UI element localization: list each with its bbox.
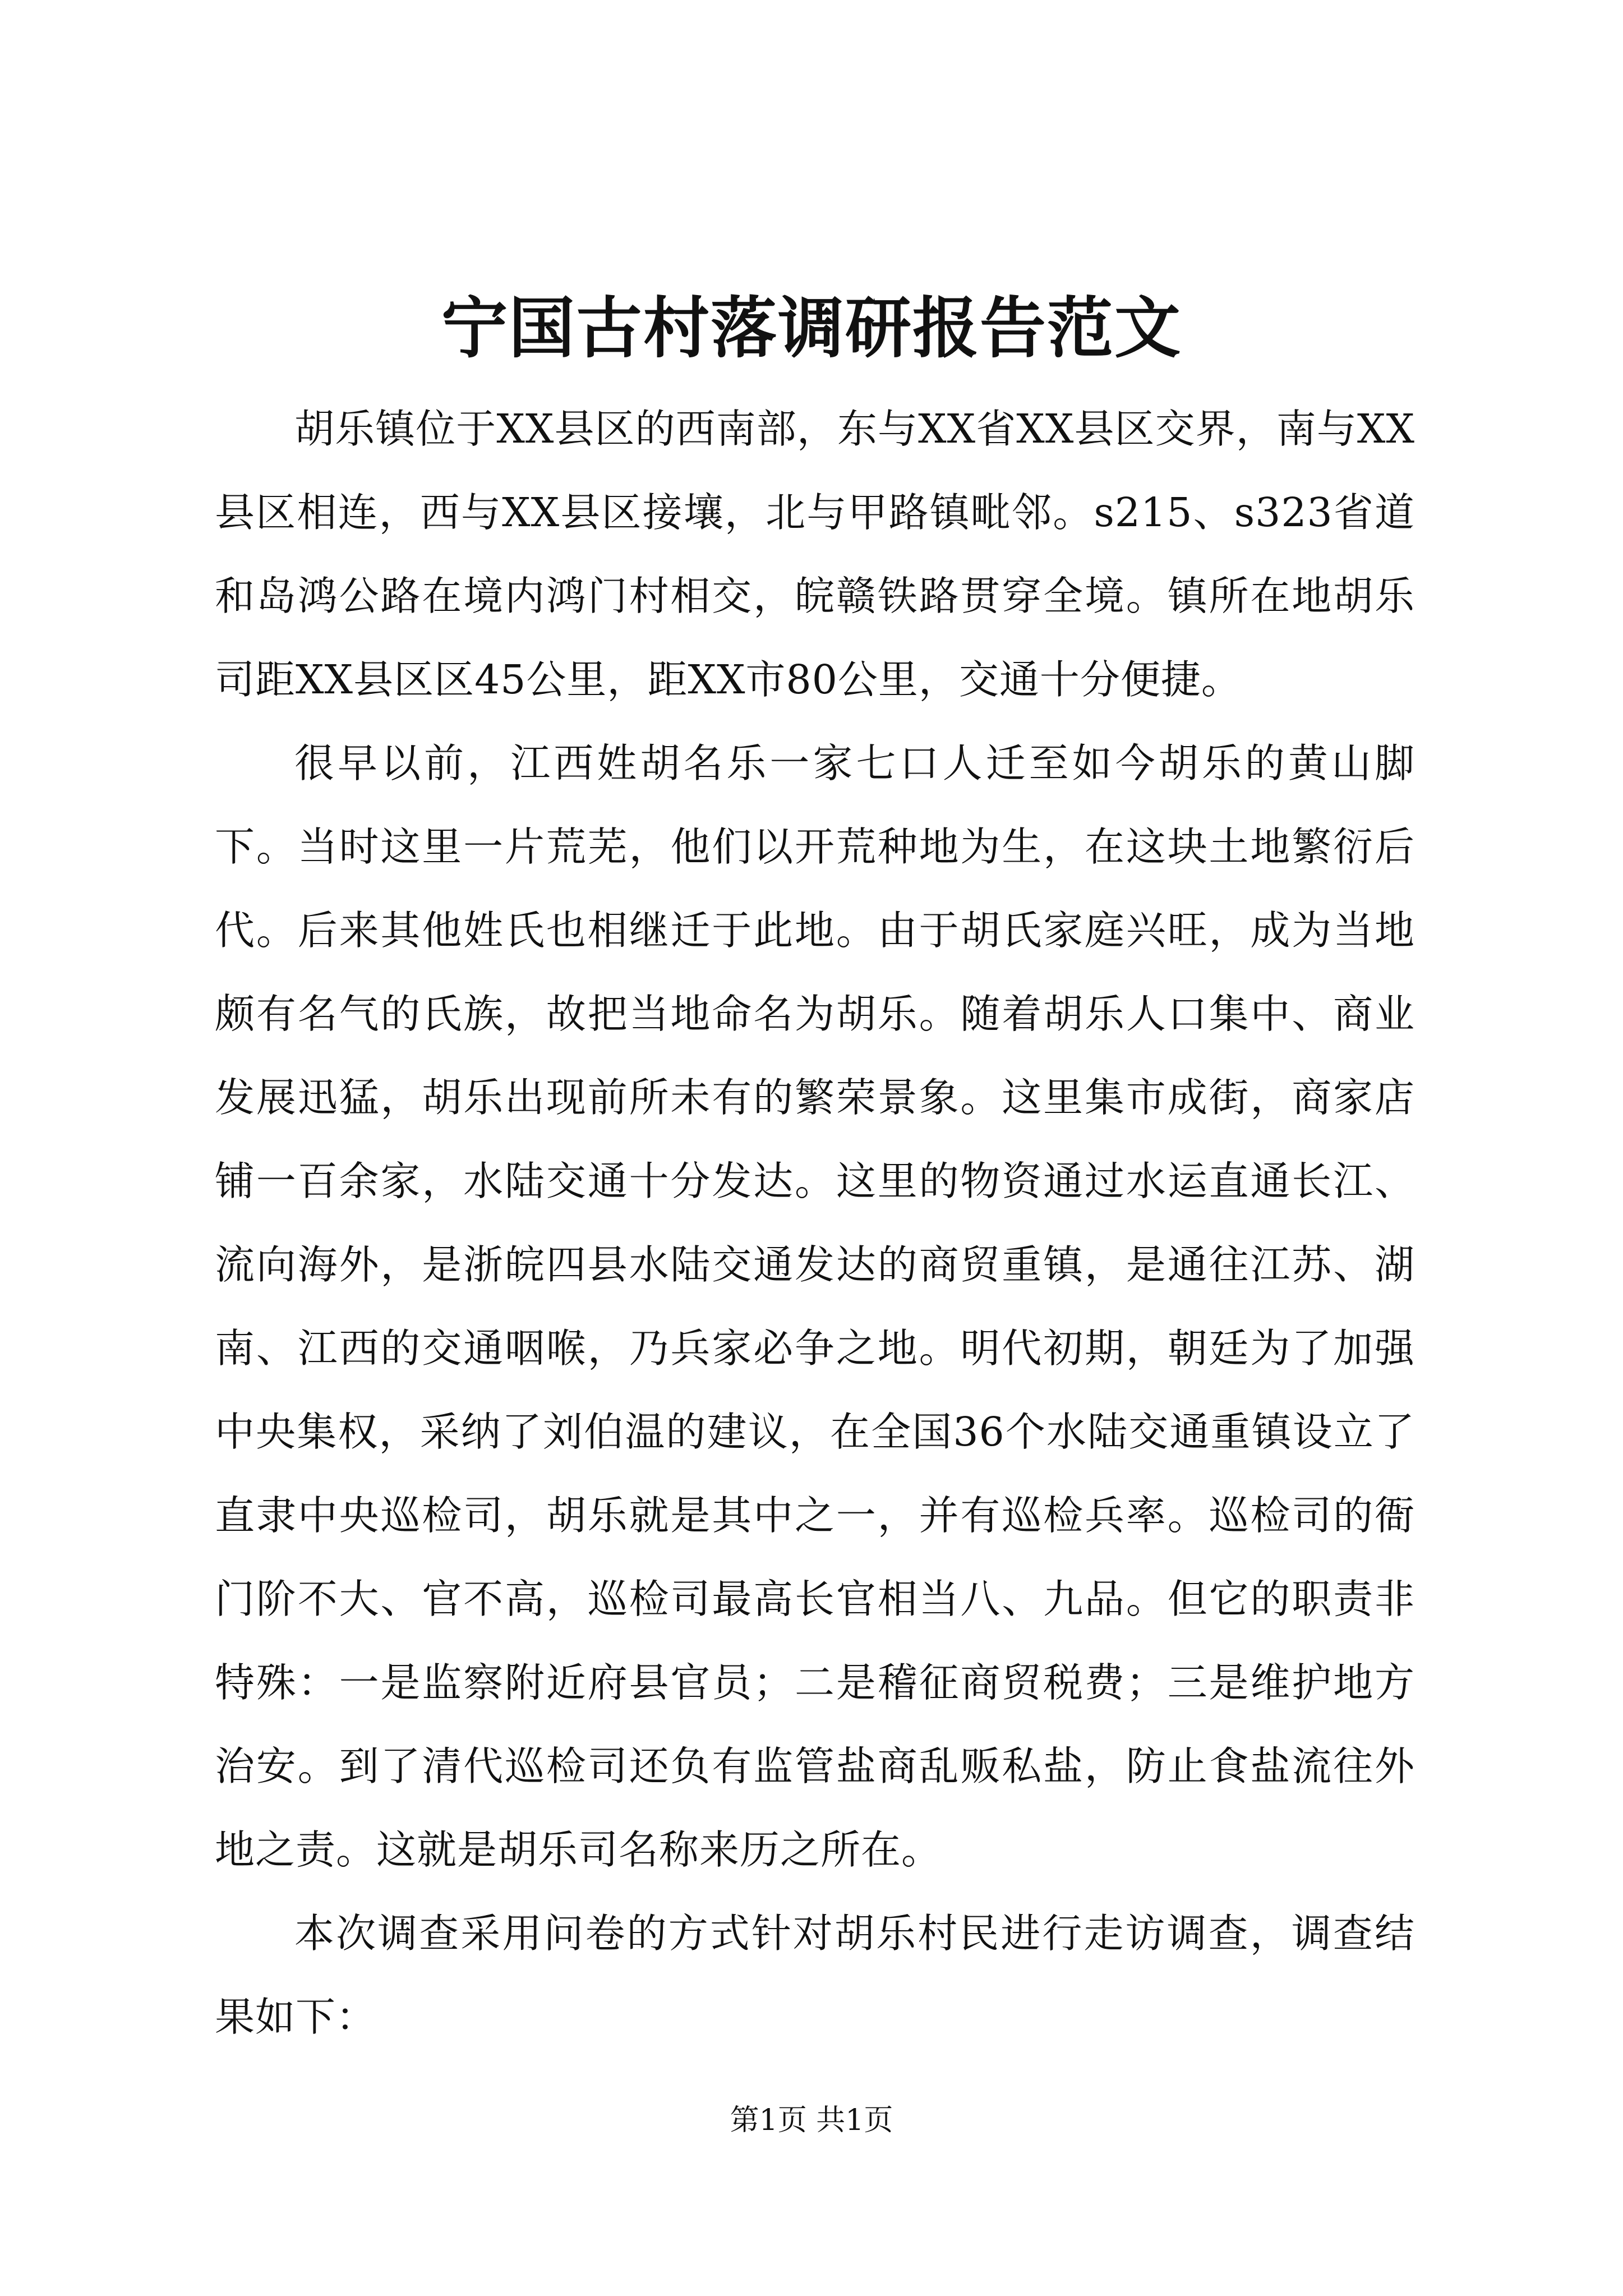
paragraph-history: 很早以前，江西姓胡名乐一家七口人迁至如今胡乐的黄山脚下。当时这里一片荒芜，他们以开荒种地为生，在这块土地繁衍后代。后来其他姓氏也相继迁于此地。由于胡氏家庭兴旺，成为当地颇有名气的氏族，故把当地命名为胡乐。随着胡乐人口集中、商业发展迅猛，胡乐出现前所未有的繁荣景象。这里集市成街，商家店铺一百余家，水陆交通十分发达。这里的物资通过水运直通长江、流向海外，是浙皖四县水陆交通发达的商贸重镇，是通往江苏、湖南、江西的交通咽喉，乃兵家必争之地。明代初期，朝廷为了加强中央集权，采纳了刘伯温的建议，在全国36个水陆交通重镇设立了直隶中央巡检司，胡乐就是其中之一，并有巡检兵率。巡检司的衙门阶不大、官不高，巡检司最高长官相当八、九品。但它的职责非特殊：一是监察附近府县官员；二是稽征商贸税费；三是维护地方治安。到了清代巡检司还负有监管盐商乱贩私盐，防止食盐流往外地之责。这就是胡乐司名称来历之所在。	[215, 740, 1415, 1873]
page-number-footer: 第1页 共1页	[730, 2104, 893, 2137]
document-body	[215, 387, 1415, 2059]
document-title: 宁国古村落调研报告范文	[441, 289, 1182, 367]
paragraph-survey: 本次调查采用问卷的方式针对胡乐村民进行走访调查，调查结果如下：	[215, 1910, 1415, 2040]
paragraph-location: 胡乐镇位于XX县区的西南部，东与XX省XX县区交界，南与XX县区相连，西与XX县区接壤，北与甲路镇毗邻。s215、s323省道和岛鸿公路在境内鸿门村相交，皖赣铁路贯穿全境。镇所在地胡乐司距XX县区区45公里，距XX市80公里，交通十分便捷。	[215, 406, 1415, 703]
